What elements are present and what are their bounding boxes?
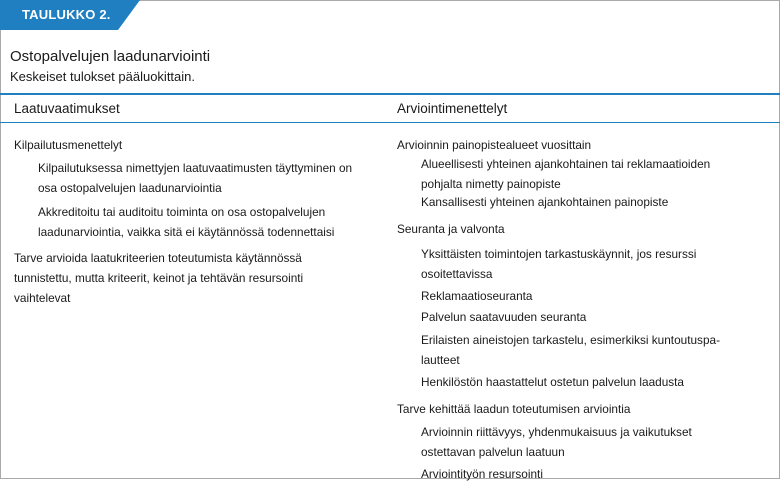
column-header-right: Arviointimenettelyt [397, 101, 508, 116]
group-item: Kansallisesti yhteinen ajankohtainen painopiste [421, 195, 669, 209]
left-group-2 [14, 248, 374, 308]
group-title: Tarve kehittää laadun toteutumisen arviointia [397, 402, 631, 416]
group-title: Kilpailutusmenettelyt [14, 138, 123, 152]
group-item: Henkilöstön haastattelut ostetun palvelun laadusta [421, 375, 684, 389]
group-item: Alueellisesti yhteinen ajankohtainen tai reklamaatioiden pohjalta nimetty painopiste [421, 157, 711, 191]
group-title: Seuranta ja valvonta [397, 222, 505, 236]
table-subtitle: Keskeiset tulokset pääluokittain. [10, 69, 195, 84]
left-group-1 [14, 137, 374, 242]
column-header-left: Laatuvaatimukset [14, 101, 120, 116]
right-group-1 [397, 137, 767, 211]
group-title: Tarve arvioida laatukriteerien toteutumista käytännössä tunnistettu, mutta kriteerit, keinot ja tehtävän resursointi vaihtelevat [14, 251, 304, 305]
table-title: Ostopalvelujen laadunarviointi [10, 48, 211, 65]
group-item: Palvelun saatavuuden seuranta [421, 310, 587, 324]
group-item: Reklamaatioseuranta [421, 289, 533, 303]
group-item: Akkreditoitu tai auditoitu toiminta on osa ostopalvelujen laadunarviointia, vaikka sitä ei käytännössä todennettaisi [38, 205, 335, 239]
group-item: Yksittäisten toimintojen tarkastuskäynnit, jos resurssi osoitettavissa [421, 247, 697, 281]
right-group-2 [397, 221, 767, 391]
header-rule-top [0, 93, 780, 95]
group-item: Erilaisten aineistojen tarkastelu, esimerkiksi kuntoutuspalautteet [421, 333, 721, 367]
right-column [397, 137, 767, 483]
header-rule-bottom [0, 122, 780, 123]
group-title: Arvioinnin painopistealueet vuosittain [397, 138, 592, 152]
table-label: TAULUKKO 2. [22, 7, 111, 22]
group-item: Arviointityön resursointi [421, 467, 543, 481]
right-group-3 [397, 401, 767, 483]
left-column [14, 137, 374, 308]
group-item: Kilpailutuksessa nimettyjen laatuvaatimusten täyttyminen on osa ostopalvelujen laadunarviointia [38, 161, 353, 195]
group-item: Arvioinnin riittävyys, yhdenmukaisuus ja vaikutukset ostettavan palvelun laatuun [421, 425, 692, 459]
